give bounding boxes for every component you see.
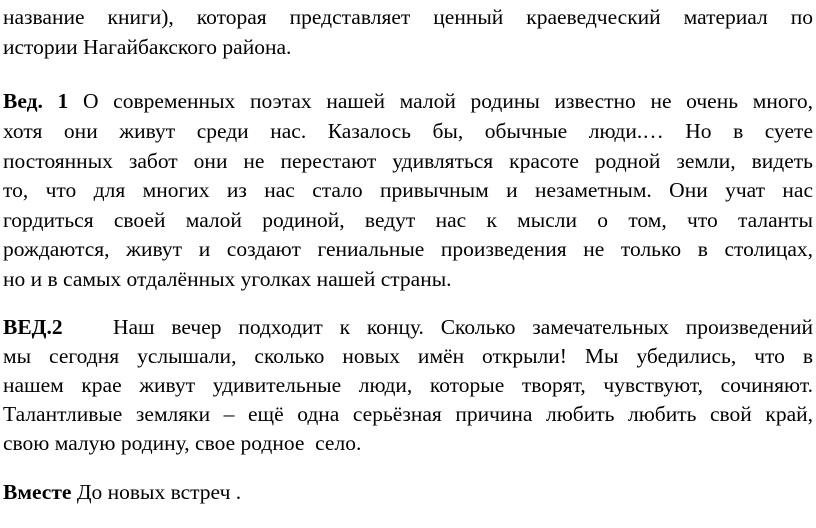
- ved1-line-2: хотя они живут среди нас. Казалось бы, обычные люди.… Но в суете: [3, 119, 813, 143]
- ved1-speaker-label: Вед. 1: [3, 89, 69, 113]
- ved2-line-4: Талантливые земляки – ещё одна серьёзная причина любить любить свой край,: [3, 402, 813, 426]
- intro-line-1: название книги), которая представляет ценный краеведческий материал по: [3, 5, 813, 29]
- ved1-line-7: но и в самых отдалённых уголках нашей страны.: [3, 267, 452, 291]
- ved2-line-3: нашем крае живут удивительные люди, которые творят, чувствуют, сочиняют.: [3, 373, 813, 397]
- ved1-line-4: то, что для многих из нас стало привычным и незаметным. Они учат нас: [3, 178, 813, 202]
- together-line: [3, 477, 241, 507]
- together-text: До новых встреч .: [71, 480, 242, 504]
- ved1-line-3: постоянных забот они не перестают удивляться красоте родной земли, видеть: [3, 149, 813, 173]
- ved1-text-1: О современных поэтах нашей малой родины известно не очень много,: [68, 89, 813, 113]
- together-speaker-label: Вместе: [3, 480, 72, 504]
- ved1-line-5: гордиться своей малой родиной, ведут нас к мысли о том, что таланты: [3, 208, 813, 232]
- intro-line-2: истории Нагайбакского района.: [3, 35, 292, 59]
- ved1-line-6: рождаются, живут и создают гениальные произведения не только в столицах,: [3, 237, 813, 261]
- ved2-speaker-label: ВЕД.2: [3, 315, 63, 339]
- ved2-line-2: мы сегодня услышали, сколько новых имён открыли! Мы убедились, что в: [3, 344, 813, 368]
- ved1-line-1: [3, 86, 813, 116]
- ved2-line-1: [3, 312, 813, 342]
- ved2-line-5: свою малую родину, свое родное село.: [3, 431, 362, 455]
- ved2-text-1: Наш вечер подходит к концу. Сколько замечательных произведений: [62, 315, 813, 339]
